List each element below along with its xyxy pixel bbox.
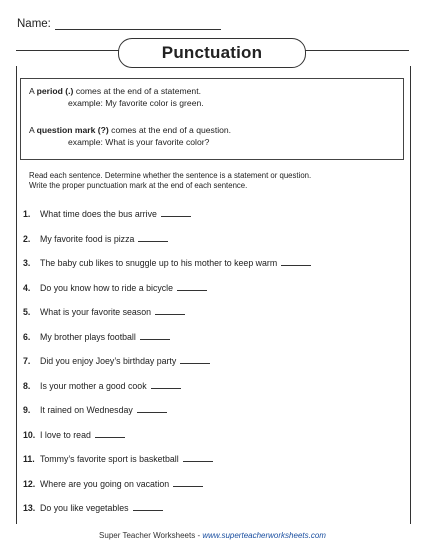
instructions <box>29 171 389 190</box>
answer-blank[interactable] <box>137 403 167 413</box>
question-text: I love to read <box>40 429 91 440</box>
question-number: 6. <box>23 331 31 342</box>
instructions-line-2: Write the proper punctuation mark at the end of each sentence. <box>29 180 248 190</box>
footer <box>0 531 425 540</box>
question-text: Did you enjoy Joey’s birthday party <box>40 356 177 366</box>
answer-blank[interactable] <box>161 207 191 217</box>
question-number: 1. <box>23 209 31 219</box>
instructions-line-1: Read each sentence. Determine whether the sentence is a statement or question. <box>29 171 312 180</box>
title-banner <box>118 38 306 68</box>
question-number: 4. <box>23 282 31 293</box>
question-number: 3. <box>23 258 31 268</box>
question-number: 12. <box>23 478 36 489</box>
question-text: Where are you going on vacation <box>40 478 170 489</box>
name-blank-line[interactable] <box>55 17 221 30</box>
footer-url[interactable]: www.superteacherworksheets.com <box>202 531 326 540</box>
question-rule <box>29 125 231 137</box>
question-example: example: What is your favorite color? <box>68 137 210 147</box>
period-prefix: A <box>29 86 35 96</box>
question-item <box>23 305 185 317</box>
question-prefix: A <box>29 125 35 135</box>
answer-blank[interactable] <box>281 256 311 266</box>
question-text: comes at the end of a question. <box>111 125 232 135</box>
question-text: Is your mother a good cook <box>40 380 147 391</box>
question-number: 5. <box>23 307 31 317</box>
rules-box <box>20 78 404 160</box>
name-label: Name: <box>17 18 51 30</box>
question-item <box>23 330 170 342</box>
question-text: What is your favorite season <box>40 307 151 317</box>
period-term: period (.) <box>36 86 74 96</box>
question-item <box>23 354 210 366</box>
answer-blank[interactable] <box>151 379 181 389</box>
question-text: My brother plays football <box>40 331 136 342</box>
question-item <box>23 379 181 391</box>
question-number: 13. <box>23 503 36 513</box>
question-item <box>23 281 207 293</box>
question-number: 11. <box>23 454 35 464</box>
question-number: 8. <box>23 380 31 391</box>
question-item <box>23 428 125 440</box>
answer-blank[interactable] <box>138 232 168 242</box>
question-number: 2. <box>23 233 31 244</box>
question-text: The baby cub likes to snuggle up to his mother to keep warm <box>40 258 278 268</box>
name-field-row <box>17 17 221 30</box>
question-item <box>23 477 203 489</box>
question-text: What time does the bus arrive <box>40 209 157 219</box>
answer-blank[interactable] <box>173 477 203 487</box>
question-number: 10. <box>23 429 36 440</box>
question-item <box>23 452 213 464</box>
question-term: question mark (?) <box>36 125 109 135</box>
question-text: Do you like vegetables <box>40 503 129 513</box>
period-rule <box>29 86 201 98</box>
answer-blank[interactable] <box>133 501 163 511</box>
question-text: Do you know how to ride a bicycle <box>40 282 173 293</box>
answer-blank[interactable] <box>177 281 207 291</box>
question-number: 9. <box>23 405 31 415</box>
answer-blank[interactable] <box>95 428 125 438</box>
question-item <box>23 501 163 513</box>
answer-blank[interactable] <box>183 452 213 462</box>
question-item <box>23 207 191 219</box>
answer-blank[interactable] <box>155 305 185 315</box>
period-example: example: My favorite color is green. <box>68 98 204 108</box>
page-title: Punctuation <box>161 43 263 62</box>
question-text: Tommy’s favorite sport is basketball <box>40 454 179 464</box>
answer-blank[interactable] <box>140 330 170 340</box>
answer-blank[interactable] <box>180 354 210 364</box>
period-text: comes at the end of a statement. <box>75 86 201 96</box>
question-item <box>23 403 167 415</box>
question-text: It rained on Wednesday <box>40 405 133 415</box>
footer-site-name: Super Teacher Worksheets - <box>99 531 203 540</box>
question-item <box>23 232 168 244</box>
question-number: 7. <box>23 356 31 366</box>
question-text: My favorite food is pizza <box>40 233 135 244</box>
question-item <box>23 256 311 268</box>
